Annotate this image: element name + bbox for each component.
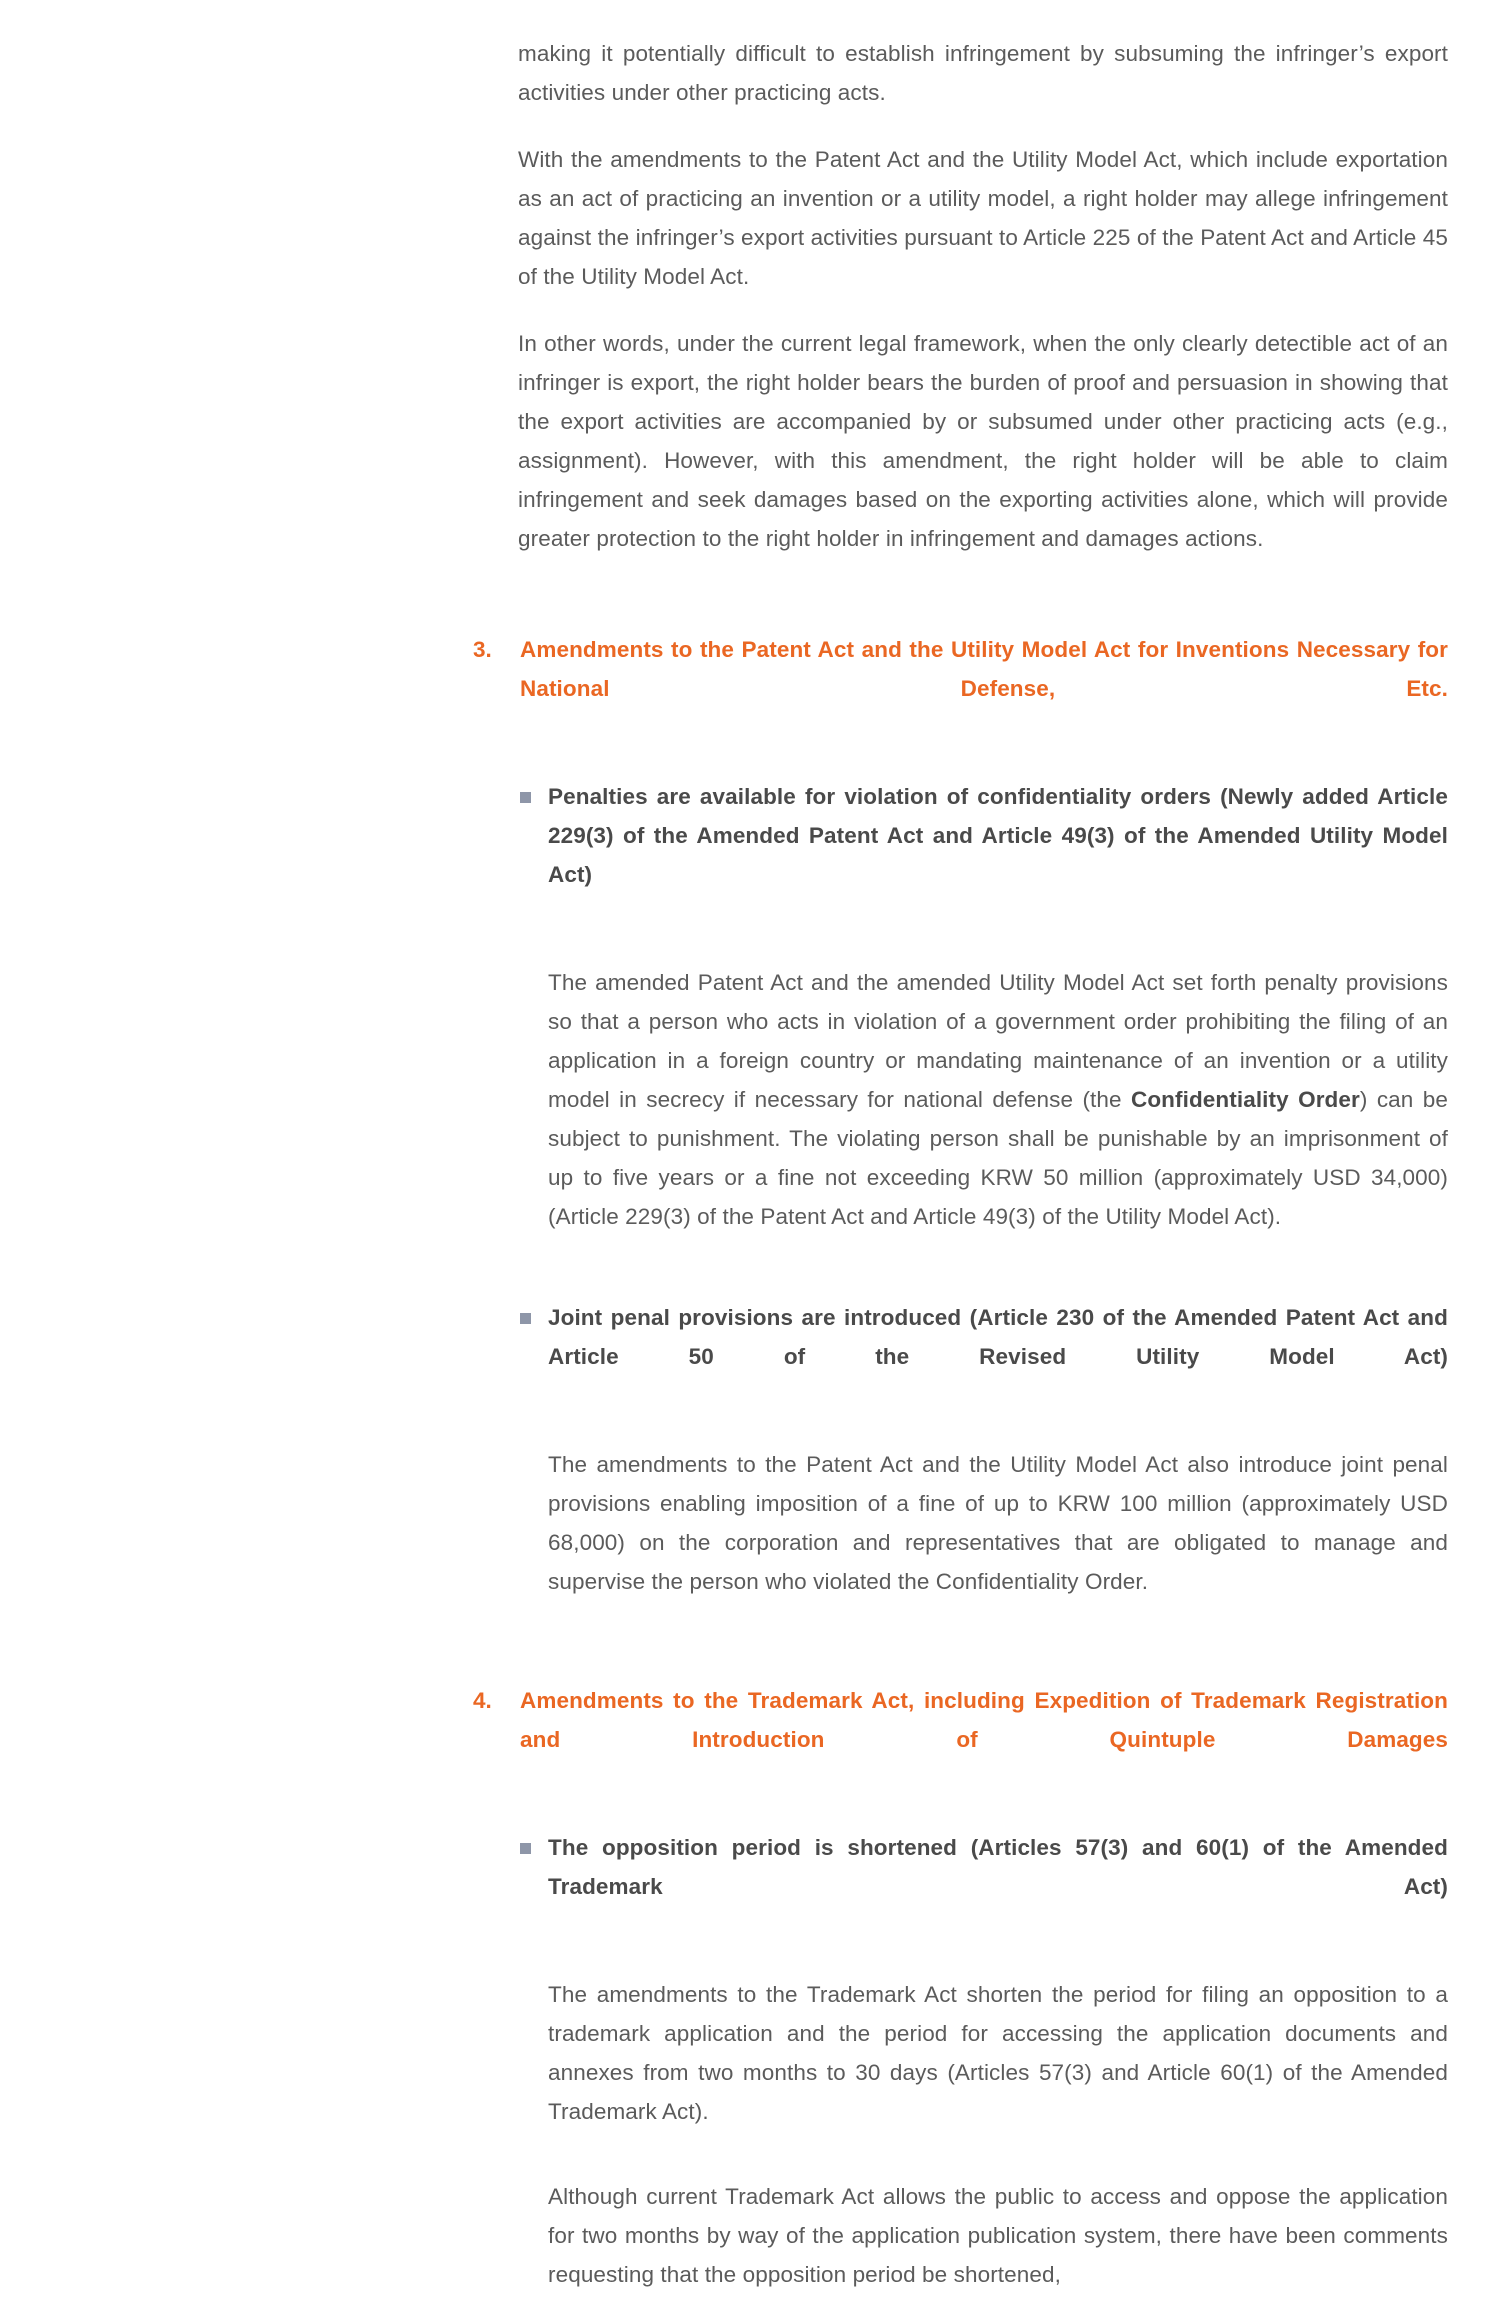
bullet-item-penalties <box>52 777 1448 933</box>
spacer <box>52 933 1448 963</box>
square-bullet-icon <box>520 1843 531 1854</box>
para-text-part-1: The amended Patent Act and the amended Utility Model Act set forth penalty provisions so that a person who acts in violation of a government order prohibiting the filing of an application in a foreign country or mandating maintenance of an invention or a utility model in secrecy if necessary for national defense (the <box>548 970 1448 1112</box>
section-heading-4 <box>52 1681 1448 1798</box>
square-bullet-icon <box>520 1313 531 1324</box>
spacer <box>52 747 1448 777</box>
bullet-heading-label: The opposition period is shortened (Articles 57(3) and 60(1) of the Amended Trademark Act) <box>548 1835 1448 1899</box>
spacer <box>52 2159 1448 2177</box>
paragraph-opposition-shortened: The amendments to the Trademark Act shorten the period for filing an opposition to a trademark application and the period for accessing the application documents and annexes from two months to 30 days (Articles 57(3) and Article 60(1) of the Amended Trademark Act). <box>548 1982 1448 2124</box>
spacer <box>52 1264 1448 1298</box>
paragraph-amendments-export: With the amendments to the Patent Act and the Utility Model Act, which include exportation as an act of practicing an invention or a utility model, a right holder may allege infringement against the infringer’s export activities pursuant to Article 225 of the Patent Act and Article 45 of the Utility Model Act. <box>518 147 1448 289</box>
section-number-4: 4. <box>473 1688 492 1713</box>
spacer <box>52 1415 1448 1445</box>
spacer <box>52 1629 1448 1681</box>
spacer <box>52 1798 1448 1828</box>
paragraph-joint-penal-provisions: The amendments to the Patent Act and the Utility Model Act also introduce joint penal provisions enabling imposition of a fine of up to KRW 100 million (approximately USD 68,000) on the corporation and representatives that are obligated to manage and supervise the person who violated the Confidentiality Order. <box>548 1452 1448 1594</box>
spacer <box>52 586 1448 630</box>
paragraph-confidentiality-penalties <box>52 963 1448 1236</box>
section-title-3: Amendments to the Patent Act and the Utility Model Act for Inventions Necessary for National Defense, Etc. <box>520 637 1448 701</box>
section-heading-3 <box>52 630 1448 747</box>
paragraph-continuation: making it potentially difficult to establish infringement by subsuming the infringer’s export activities under other practicing acts. <box>518 41 1448 105</box>
bullet-item-opposition-period <box>52 1828 1448 1945</box>
inline-bold-confidentiality-order: Confidentiality Order <box>1130 1087 1360 1112</box>
bullet-heading-label: Joint penal provisions are introduced (Article 230 of the Amended Patent Act and Article 50 of the Revised Utility Model Act) <box>548 1305 1448 1369</box>
section-number-3: 3. <box>473 637 492 662</box>
paragraph-publication-system: Although current Trademark Act allows the public to access and oppose the application for two months by way of the application publication system, there have been comments requesting that the opposition period be shortened, <box>548 2184 1448 2287</box>
paragraph-burden-of-proof: In other words, under the current legal framework, when the only clearly detectible act of an infringer is export, the right holder bears the burden of proof and persuasion in showing that the export activities are accompanied by or subsumed under other practicing acts (e.g., assignment). However, with this amendment, the right holder will be able to claim infringement and seek damages based on the exporting activities alone, which will provide greater protection to the right holder in infringement and damages actions. <box>518 331 1448 551</box>
bullet-item-joint-penal <box>52 1298 1448 1415</box>
spacer <box>52 1945 1448 1975</box>
bullet-heading-label: Penalties are available for violation of confidentiality orders (Newly added Article 229(3) of the Amended Patent Act and Article 49(3) of the Amended Utility Model Act) <box>548 784 1448 887</box>
para-text-part-2: ) can be subject to punishment. The violating person shall be punishable by an imprisonment of up to five years or a fine not exceeding KRW 50 million (approximately USD 34,000) (Article 229(3) of the Patent Act and Article 49(3) of the Utility Model Act). <box>548 1087 1448 1229</box>
section-title-4: Amendments to the Trademark Act, including Expedition of Trademark Registration and Introduction of Quintuple Damages <box>520 1688 1448 1752</box>
square-bullet-icon <box>520 792 531 803</box>
